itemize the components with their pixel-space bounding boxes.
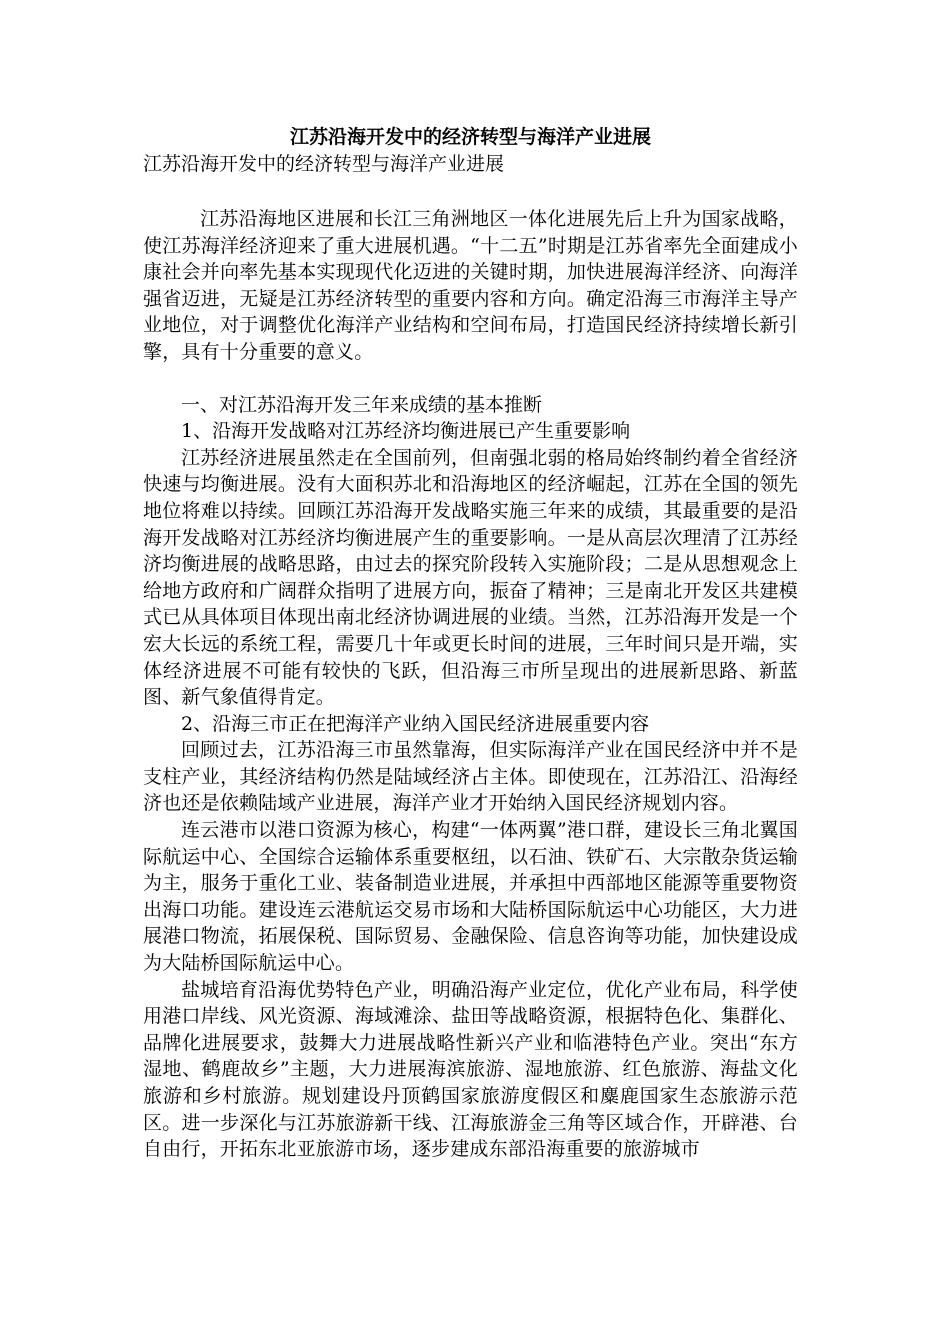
section-1-heading: 一、对江苏沿海开发三年来成绩的基本推断 [181, 393, 543, 416]
subsection-1-heading: 1、沿海开发战略对江苏经济均衡进展已产生重要影响 [181, 420, 631, 443]
section-gap [143, 366, 798, 392]
subsection-2-heading: 2、沿海三市正在把海洋产业纳入国民经济进展重要内容 [181, 712, 650, 735]
subsection-1-paragraph: 江苏经济进展虽然走在全国前列，但南强北弱的格局始终制约着全省经济快速与均衡进展。没有大面积苏北和沿海地区的经济崛起，江苏在全国的领先地位将难以持续。回顾江苏沿海开发战略实施三年来的成绩，其最重要的是沿海开发战略对江苏经济均衡进展产生的重要影响。一是从高层次理清了江苏经济均衡进展的战略思路，由过去的探究阶段转入实施阶段；二是从思想观念上给地方政府和广阔群众指明了进展方向，振奋了精神；三是南北开发区共建模式已从具体项目体现出南北经济协调进展的业绩。当然，江苏沿海开发是一个宏大长远的系统工程，需要几十年或更长时间的进展，三年时间只是开端，实体经济进展不可能有较快的飞跃，但沿海三市所呈现出的进展新思路、新蓝图、新气象值得肯定。 [143, 446, 798, 709]
document-page [143, 124, 798, 1163]
yancheng-paragraph: 盐城培育沿海优势特色产业，明确沿海产业定位，优化产业布局，科学使用港口岸线、风光资源、海域滩涂、盐田等战略资源，根据特色化、集群化、品牌化进展要求，鼓舞大力进展战略性新兴产业和临港特色产业。突出“东方湿地、鹤鹿故乡”主题，大力进展海滨旅游、湿地旅游、红色旅游、海盐文化旅游和乡村旅游。规划建设丹顶鹤国家旅游度假区和麋鹿国家生态旅游示范区。进一步深化与江苏旅游新干线、江海旅游金三角等区域合作，开辟港、台自由行，开拓东北亚旅游市场，逐步建成东部沿海重要的旅游城市 [143, 978, 798, 1161]
subsection-2-paragraph: 回顾过去，江苏沿海三市虽然靠海，但实际海洋产业在国民经济中并不是支柱产业，其经济结构仍然是陆域经济占主体。即使现在，江苏沿江、沿海经济也还是依赖陆域产业进展，海洋产业才开始纳入国民经济规划内容。 [143, 739, 798, 815]
document-subtitle: 江苏沿海开发中的经济转型与海洋产业进展 [143, 153, 505, 175]
document-title: 江苏沿海开发中的经济转型与海洋产业进展 [289, 126, 651, 148]
lianyungang-paragraph: 连云港市以港口资源为核心，构建“一体两翼”港口群，建设长三角北翼国际航运中心、全国综合运输体系重要枢纽，以石油、铁矿石、大宗散杂货运输为主，服务于重化工业、装备制造业进展，并承担中西部地区能源等重要物资出海口功能。建设连云港航运交易市场和大陆桥国际航运中心功能区，大力进展港口物流，拓展保税、国际贸易、金融保险、信息咨询等功能，加快建设成为大陆桥国际航运中心。 [143, 819, 798, 975]
intro-paragraph: 江苏沿海地区进展和长江三角洲地区一体化进展先后上升为国家战略，使江苏海洋经济迎来了重大进展机遇。“十二五”时期是江苏省率先全面建成小康社会并向率先基本实现现代化迈进的关键时期，加快进展海洋经济、向海洋强省迈进，无疑是江苏经济转型的重要内容和方向。确定沿海三市海洋主导产业地位，对于调整优化海洋产业结构和空间布局，打造国民经济持续增长新引擎，具有十分重要的意义。 [143, 208, 798, 363]
